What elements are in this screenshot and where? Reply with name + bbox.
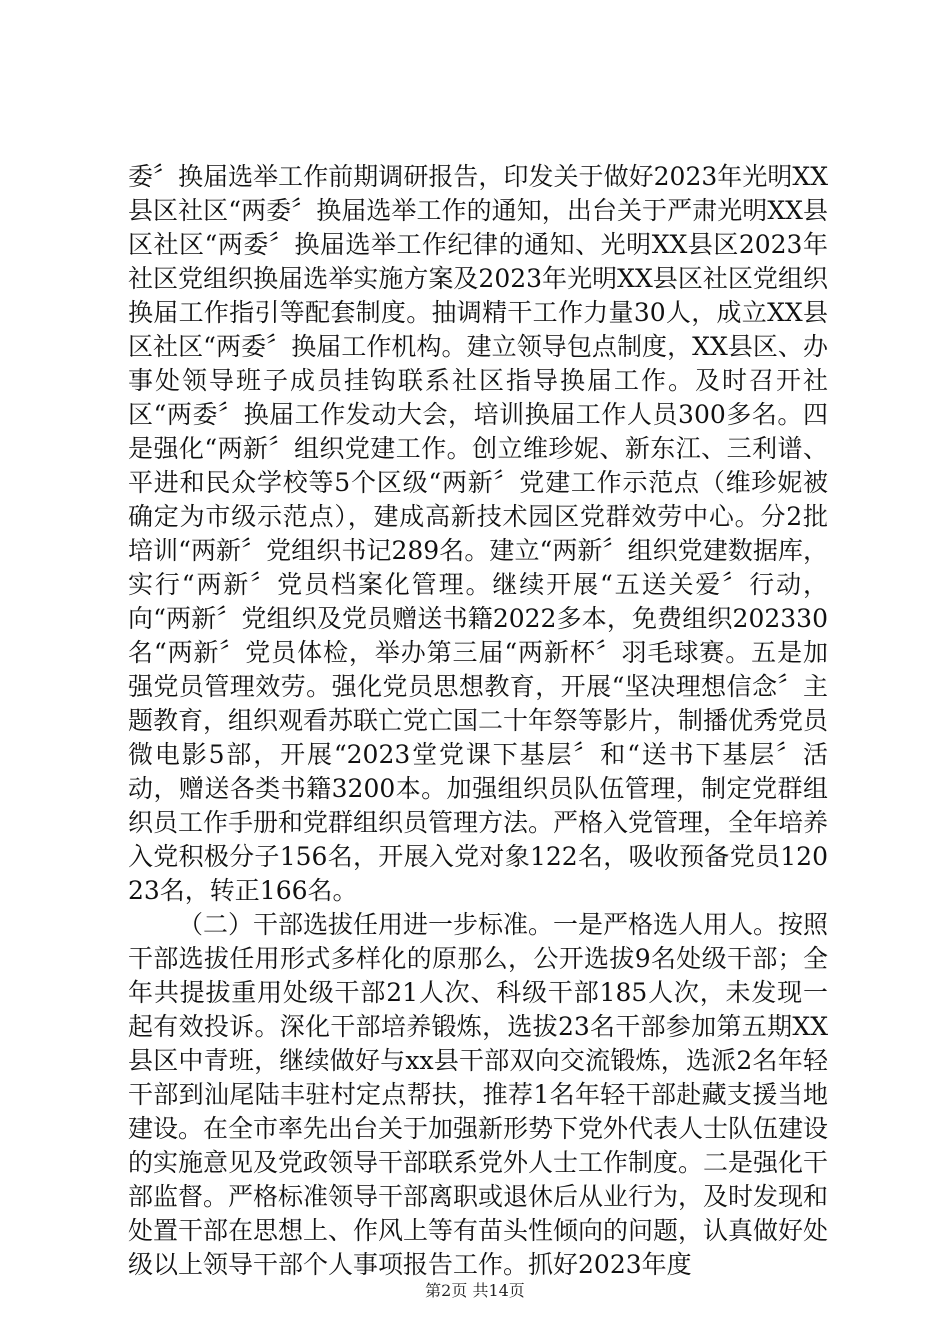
- paragraph-1: 委〞换届选举工作前期调研报告，印发关于做好2023年光明XX县区社区“两委〞换届选举工作的通知，出台关于严肃光明XX县区社区“两委〞换届选举工作纪律的通知、光明XX县区2023年社区党组织换届选举实施方案及2023年光明XX县区社区党组织换届工作指引等配套制度。抽调精干工作力量30人，成立XX县区社区“两委〞换届工作机构。建立领导包点制度，XX县区、办事处领导班子成员挂钩联系社区指导换届工作。及时召开社区“两委〞换届工作发动大会，培训换届工作人员300多名。四是强化“两新〞组织党建工作。创立维珍妮、新东江、三利谱、平进和民众学校等5个区级“两新〞党建工作示范点（维珍妮被确定为市级示范点），建成高新技术园区党群效劳中心。分2批培训“两新〞党组织书记289名。建立“两新〞组织党建数据库，实行“两新〞党员档案化管理。继续开展“五送关爱〞行动，向“两新〞党组织及党员赠送书籍2022多本，免费组织202330名“两新〞党员体检，举办第三届“两新杯〞羽毛球赛。五是加强党员管理效劳。强化党员思想教育，开展“坚决理想信念〞主题教育，组织观看苏联亡党亡国二十年祭等影片，制播优秀党员微电影5部，开展“2023堂党课下基层〞和“送书下基层〞活动，赠送各类书籍3200本。加强组织员队伍管理，制定党群组织员工作手册和党群组织员管理方法。严格入党管理，全年培养入党积极分子156名，开展入党对象122名，吸收预备党员12023名，转正166名。: [128, 162, 829, 905]
- page-footer: [0, 1278, 950, 1301]
- paragraph-2: （二）干部选拔任用进一步标准。一是严格选人用人。按照干部选拔任用形式多样化的原那么，公开选拔9名处级干部；全年共提拔重用处级干部21人次、科级干部185人次，未发现一起有效投诉。深化干部培养锻炼，选拔23名干部参加第五期XX县区中青班，继续做好与xx县干部双向交流锻炼，选派2名年轻干部到汕尾陆丰驻村定点帮扶，推荐1名年轻干部赴藏支援当地建设。在全市率先出台关于加强新形势下党外代表人士队伍建设的实施意见及党政领导干部联系党外人士工作制度。二是强化干部监督。严格标准领导干部离职或退休后从业行为，及时发现和处置干部在思想上、作风上等有苗头性倾向的问题，认真做好处级以上领导干部个人事项报告工作。抓好2023年度: [128, 910, 829, 1279]
- page-number: 第2页 共14页: [425, 1281, 525, 1300]
- document-body: [128, 160, 828, 1282]
